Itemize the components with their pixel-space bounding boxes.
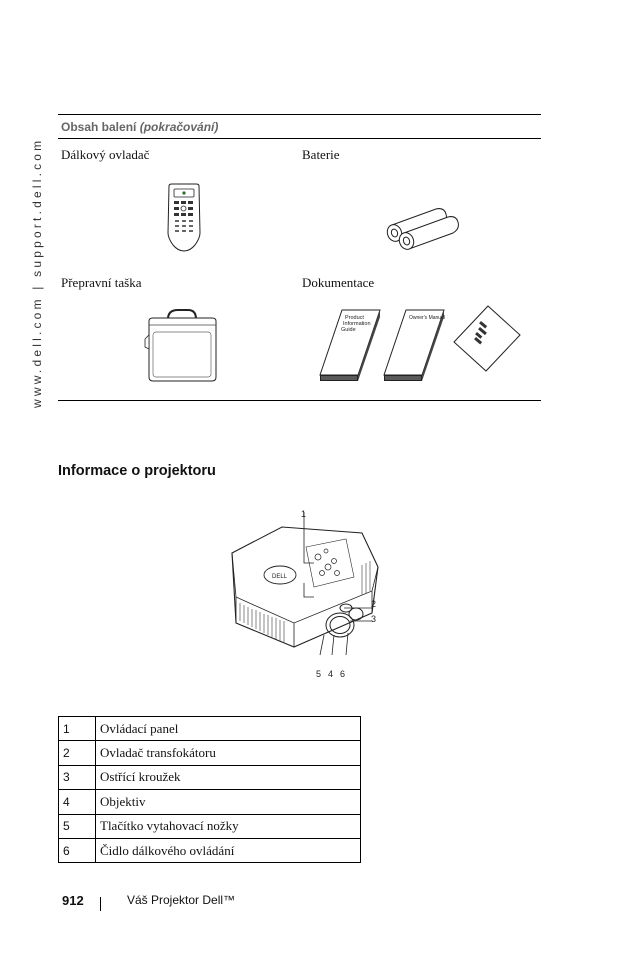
- callout-2: 2: [371, 599, 377, 609]
- table-row: [59, 790, 361, 814]
- footer-title: Váš Projektor Dell™: [127, 893, 236, 907]
- part-number: 4: [59, 790, 96, 814]
- package-row-2: [58, 267, 541, 400]
- doc-book1-line3: Guide: [341, 327, 356, 333]
- remote-control-icon: [163, 183, 205, 253]
- part-name: Ostřící kroužek: [96, 765, 361, 789]
- doc-book2-title: Owner's Manual: [409, 315, 445, 321]
- item-label-remote: Dálkový ovladač: [61, 147, 150, 162]
- part-number: 1: [59, 717, 96, 741]
- carrying-case-icon: [144, 305, 220, 385]
- item-label-batteries: Baterie: [302, 147, 340, 162]
- table-row: [59, 814, 361, 838]
- header-suffix: (pokračování): [139, 120, 219, 134]
- batteries-icon: [384, 205, 460, 251]
- part-name: Ovladač transfokátoru: [96, 741, 361, 765]
- callout-6: 6: [340, 669, 346, 679]
- part-number: 3: [59, 765, 96, 789]
- projector-logo-text: DELL: [272, 574, 288, 580]
- parts-table: [58, 716, 361, 863]
- header-main: Obsah balení: [61, 120, 137, 134]
- page-number: 912: [62, 893, 84, 908]
- documentation-icon: [318, 305, 524, 385]
- table-row: [59, 717, 361, 741]
- part-name: Čidlo dálkového ovládání: [96, 838, 361, 862]
- table-row: [59, 765, 361, 789]
- table-bottom-rule: [58, 400, 541, 401]
- footer-separator: [100, 897, 101, 911]
- table-row: [59, 838, 361, 862]
- package-contents-table: [58, 114, 541, 401]
- callout-4: 4: [328, 669, 334, 679]
- table-row: [59, 741, 361, 765]
- package-table-header: [58, 115, 541, 139]
- side-url-text: www.dell.com | support.dell.com: [30, 137, 44, 408]
- part-name: Tlačítko vytahovací nožky: [96, 814, 361, 838]
- item-label-documentation: Dokumentace: [302, 275, 375, 290]
- part-number: 6: [59, 838, 96, 862]
- doc-book1-line1: Product: [345, 315, 364, 321]
- part-number: 5: [59, 814, 96, 838]
- item-label-case: Přepravní taška: [61, 275, 142, 290]
- part-name: Objektiv: [96, 790, 361, 814]
- part-number: 2: [59, 741, 96, 765]
- projector-illustration: [222, 505, 392, 690]
- callout-1: 1: [301, 509, 307, 519]
- doc-book1-line2: Information: [343, 321, 371, 327]
- part-name: Ovládací panel: [96, 717, 361, 741]
- section-title: Informace o projektoru: [58, 463, 216, 479]
- callout-3: 3: [371, 614, 377, 624]
- callout-5: 5: [316, 669, 322, 679]
- package-row-1: [58, 139, 541, 267]
